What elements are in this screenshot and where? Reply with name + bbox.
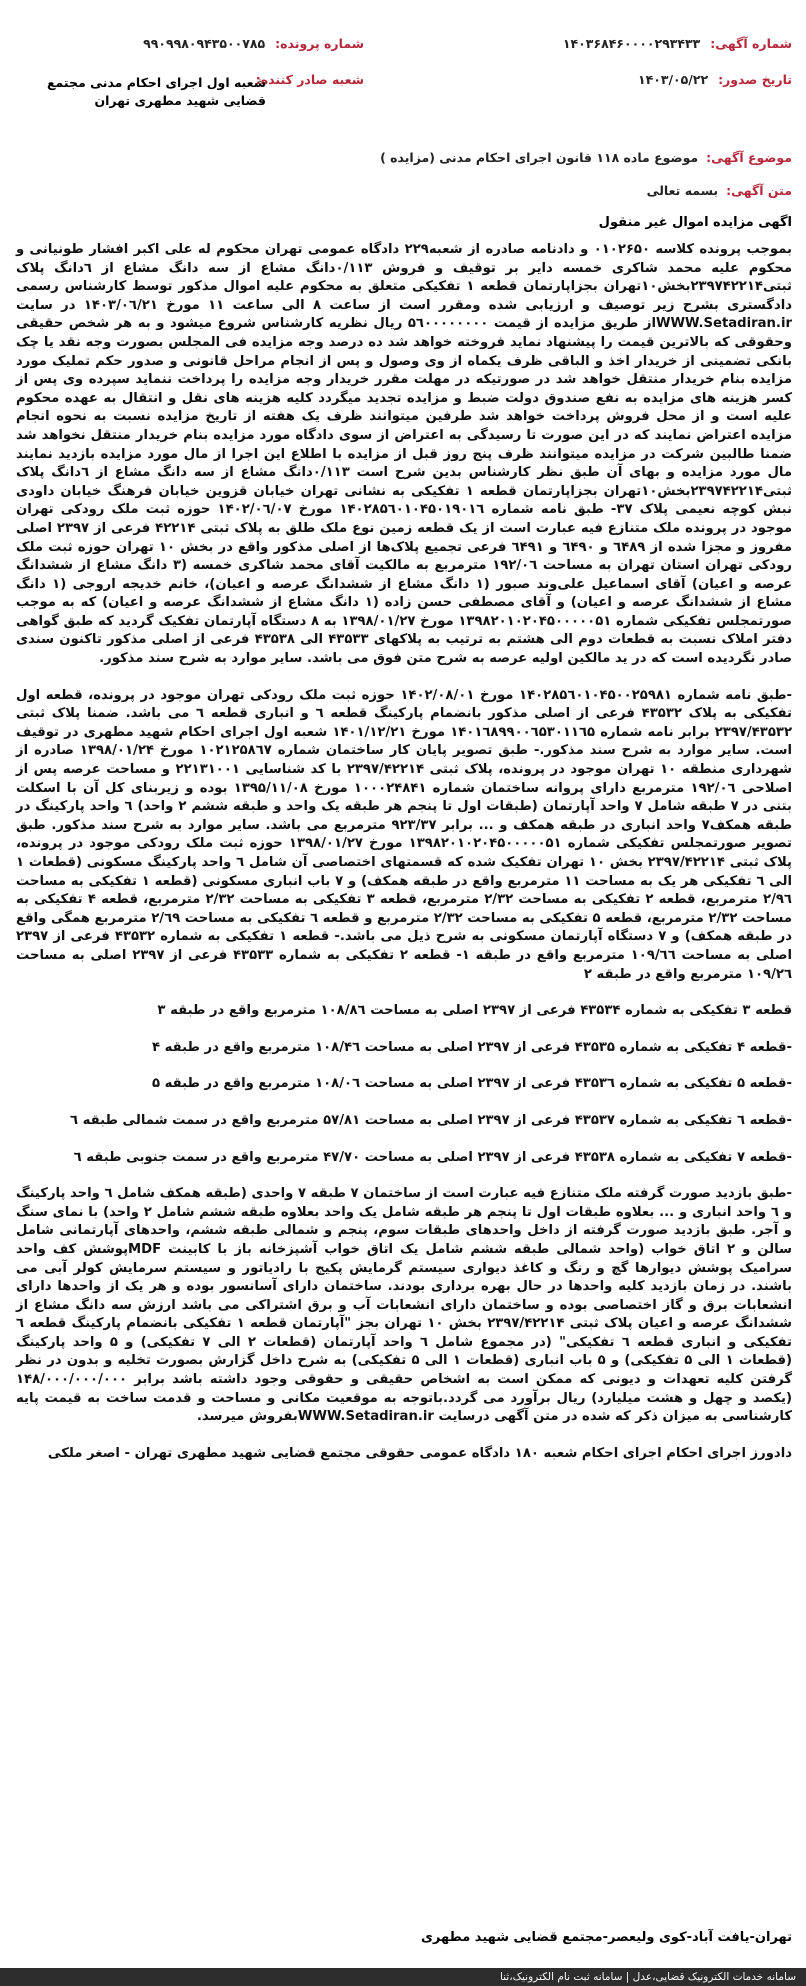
unit-line-4: -قطعه ۴ تفکیکی به شماره ۴۳۵۳۵ فرعی از ۲۳۹۷ اصلی به مساحت ۱۰۸/۴٦ مترمربع واقع در طبقه ۴	[151, 1039, 792, 1055]
unit-line-6: -قطعه ٦ تفکیکی به شماره ۴۳۵۳۷ فرعی از ۲۳۹۷ اصلی به مساحت ۵۷/۸۱ مترمربع واقع در سمت شمالی طبقه ٦	[69, 1112, 792, 1128]
paragraph-gap	[16, 1427, 792, 1445]
unit-line-5: -قطعه ۵ تفکیکی به شماره ۴۳۵۳٦ فرعی از ۲۳۹۷ اصلی به مساحت ۱۰۸/۰٦ مترمربع واقع در طبقه ۵	[151, 1076, 792, 1092]
case-number-row	[143, 36, 364, 52]
notice-title: اگهی مزایده اموال غیر منقول	[598, 215, 792, 230]
paragraph-gap	[16, 1057, 792, 1075]
paragraph-gap	[16, 1094, 792, 1112]
issuer-label: شعبه صادر کننده:	[255, 72, 364, 87]
ad-number-value: ۱۴۰۳۶۸۴۶۰۰۰۰۲۹۳۴۳۳	[562, 36, 701, 51]
ad-number-label: شماره آگهی:	[710, 36, 792, 51]
paragraph-gap	[16, 984, 792, 1002]
issue-date-value: ۱۴۰۳/۰۵/۲۲	[637, 72, 709, 87]
unit-line-3: قطعه ۳ تفکیکی به شماره ۴۳۵۳۴ فرعی از ۲۳۹۷ اصلی به مساحت ۱۰۸/۸٦ مترمربع واقع در طبقه ۳	[157, 1003, 792, 1019]
body-paragraph-2: -طبق نامه شماره ۱۴۰۲۸۵٦۰۱۰۴۵۰۰۲۵۹۸۱ مورخ ۱۴۰۲/۰۸/۰۱ حوزه ثبت ملک رودکی تهران موجود در پرونده، قطعه اول تفکیکی به پلاک ۴۳۵۳۲ فرعی از اصلی مذکور بانضمام پارکینگ قطعه ٦ و انباری قطعه ٦ می باشد. ضمنا پلاک ثبتی ۲۳۹۷/۴۳۵۳۲ برابر نامه شماره ۱۴۰۱٦۸۹۹۰۰٦۵۳۰۱۱٦۵ مورخ ۱۴۰۱/۱۲/۲۱ شعبه اول اجرای احکام شهید مطهری در توقیف است. سایر موارد به شرح سند مذکور.- طبق تصویر پایان کار ساختمان شماره ۱۰۲۱۲۵۸٦۷ مورخ ۱۳۹۸/۰۱/۲۴ صادره از شهرداری منطقه ۱۰ تهران موجود در پرونده، پلاک ثبتی ۲۳۹۷/۴۲۲۱۴ با کد شناسایی ۲۲۱۳۱۰۰۱ و مساحت عرصه پس از اصلاحی ۱۹۲/۰٦ مترمربع دارای پروانه ساختمان شماره ۱۰۰۰۲۴۸۴۱ مورخ ۱۳۹۵/۱۱/۰۸ بوده و زیربنای کل آن با اسکلت بتنی در ۷ طبقه شامل ۷ واحد آپارتمان (طبقات اول تا پنجم هر طبقه یک واحد و طبقه ششم ۲ واحد) ٦ واحد پارکینگ در طبقه همکف۷ واحد انباری در طبقه همکف و ... برابر ۹۲۳/۳۷ مترمربع می باشد. سایر موارد به شرح سند مذکور. طبق تصویر صورتمجلس تفکیکی شماره ۱۳۹۸۲۰۱۰۲۰۴۵۰۰۰۰۰۵۱ مورخ ۱۳۹۸/۰۱/۲۷ حوزه ثبت ملک رودکی موجود در پرونده، پلاک ثبتی ۲۳۹۷/۴۲۲۱۴ بخش ۱۰ تهران تفکیک شده که قسمتهای اختصاصی آن شامل ٦ واحد پارکینگ مسکونی (قطعات ۱ الی ٦ تفکیکی هر یک به مساحت ۱۱ مترمربع واقع در طبقه همکف) و ۷ باب انباری مسکونی (قطعه ۱ تفکیکی به مساحت ۲/۹٦ مترمربع، قطعه ۲ تفکیکی به مساحت ۲/۳۲ مترمربع، قطعه ۳ تفکیکی به مساحت ۲/۳۲ مترمربع، قطعه ۴ تفکیکی به مساحت ۲/۳۲ مترمربع، قطعه ۵ تفکیکی به مساحت ۲/۳۲ مترمربع و قطعه ٦ تفکیکی به مساحت ۲/٦۹ مترمربع همگی واقع در طبقه همکف) و ۷ دستگاه آپارتمان مسکونی به شرح ذیل می باشد.- قطعه ۱ تفکیکی به شماره ۴۳۵۳۲ فرعی از ۲۳۹۷ اصلی به مساحت ۱۰۹/٦٦ مترمربع واقع در طبقه ۱- قطعه ۲ تفکیکی به شماره ۴۳۵۳۳ فرعی از ۲۳۹۷ اصلی به مساحت ۱۰۹/۲٦ مترمربع واقع در طبقه ۲	[16, 687, 793, 982]
footer-address: تهران-یافت آباد-کوی ولیعصر-مجتمع قضایی شهید مطهری	[420, 1930, 792, 1945]
issue-date-row	[638, 72, 792, 88]
issue-date-label: تاریخ صدور:	[718, 72, 792, 87]
subject-label: موضوع آگهی:	[706, 150, 792, 165]
body-paragraph-3: -طبق بازدید صورت گرفته ملک متنازع فیه عبارت است از ساختمان ۷ طبقه ۷ واحدی (طبقه همکف شامل ٦ واحد پارکینگ و ٦ واحد انباری و ... بعلاوه طبقات اول تا پنجم هر طبقه شامل یک واحد بعلاوه طبقه ششم شامل ۲ واحد) با نمای سنگ و آجر. طبق بازدید صورت گرفته از داخل واحدهای طبقات سوم، پنجم و شمالی طبقه ششم، واحدهای آپارتمانی شامل سالن و ۲ اتاق خواب (واحد شمالی طبقه ششم شامل یک اتاق خواب آشپزخانه باز با کابینت MDFپوشش کف واحد سرامیک پوشش دیوارها گچ و رنگ و کاغذ دیواری سیستم گرمایش پکیج با رادیاتور و سیستم سرمایش کولر آبی می باشند. در زمان بازدید کلیه واحدها در حال بهره برداری بودند. ساختمان دارای آسانسور بوده و هر یک از واحدها دارای انشعابات برق و گاز اختصاصی بوده و ساختمان دارای انشعابات آب و برق اشتراکی می باشد ارزش سه دانگ مشاع از ششدانگ عرصه و اعیان پلاک ثبتی ۲۳۹۷/۴۲۲۱۴ بخش ۱۰ تهران بجز "آپارتمان قطعه ۱ تفکیکی بانضمام پارکینگ قطعه ٦ تفکیکی و انباری قطعه ٦ تفکیکی" (در مجموع شامل ٦ واحد آپارتمان (قطعات ۲ الی ۷ تفکیکی) و ۵ واحد پارکینگ (قطعات ۱ الی ۵ تفکیکی) و ۵ باب انباری (قطعات ۱ الی ۵ تفکیکی) به شرح داخل گزارش بصورت تخلیه و بدون در نظر گرفتن کلیه تعهدات و دیونی که ممکن است به اشخاص حقیقی و حقوقی وجود داشته باشد برابر ۱۴۸/۰۰۰/۰۰۰/۰۰۰ (یکصد و چهل و هشت میلیارد) ریال برآورد می گردد.باتوجه به موقعیت مکانی و مساحت و قدمت ساخت به قیمت پایه کارشناسی به میزان ذکر که شده در متن آگهی درسایت WWW.Setadiran.irبفروش میرسد.	[16, 1186, 793, 1425]
body-paragraph-4: دادورز اجرای احکام اجرای احکام شعبه ۱۸۰ دادگاه عمومی حقوقی مجتمع قضایی شهید مطهری تهران - اصغر ملکی	[47, 1445, 792, 1461]
paragraph-gap	[16, 1021, 792, 1039]
case-number-label: شماره پرونده:	[275, 36, 364, 51]
notice-body	[16, 241, 792, 1463]
paragraph-gap	[16, 669, 792, 687]
text-value: بسمه تعالی	[646, 183, 719, 198]
text-label: متن آگهی:	[726, 183, 792, 198]
paragraph-gap	[16, 1167, 792, 1185]
text-row	[647, 183, 792, 199]
ad-number-row	[563, 36, 792, 52]
issuer-value: شعبه اول اجرای احکام مدنی مجتمع قضایی شهید مطهری تهران	[47, 75, 266, 108]
body-paragraph-1: بموجب پرونده کلاسه ۰۱۰۲۶۵۰ و دادنامه صادره از شعبه۲۲۹ دادگاه عمومی تهران محکوم له علی اکبر افشار طونیانی و محکوم علیه محمد شاکری خمسه دایر بر توقیف و فروش ۰/۱۱۳دانگ مشاع از سه دانگ مشاع از ٦دانگ پلاک ثبتی۲۳۹۷۴۲۲۱۴بخش۱۰تهران بجزاپارتمان قطعه ۱ تفکیکی متعلق به محکوم علیه اموال مذکور توسط کارشناس رسمی دادگستری بشرح زیر توصیف و ارزیابی شده ومقرر است از ساعت ۸ الی ساعت ۱۱ مورخ ۱۴۰۳/۰٦/۲۱ در سایت WWW.Setadiran.irاز طریق مزایده از قیمت ۵٦۰۰۰۰۰۰۰۰ ریال نظریه کارشناس شروع میشود و به هر شخص حقیقی وحقوقی که بالاترین قیمت را پیشنهاد نماید فروخته خواهد شد ده درصد وجه مزایده فی المجلس بصورت وجه نقد یا چک بانکی تضمینی از خریدار اخذ و الباقی ظرف یکماه از وی وصول و پس از انجام مراحل قانونی و صدور حکم تملیک مورد مزایده بنام خریدار منتقل خواهد شد در صورتیکه در مهلت مقرر خریدار وجه مزایده را پرداخت ننماید سپرده وی پس از کسر هزینه های مزایده به نفع صندوق دولت ضبط و مزایده تجدید میگردد کلیه هزینه های نقل و انتقال به عهده محکوم علیه است و از محل فروش پرداخت خواهد شد طرفین میتوانند ظرف یک هفته از تاریخ مزایده نسبت به نحوه انجام مزایده اعتراض نمایند که در این صورت تا رسیدگی به اعتراض از سوی دادگاه مورد مزایده بنام خریدار منتقل نخواهد شد ضمنا طالبین شرکت در مزایده میتوانند ظرف پنج روز قبل از مزایده با اطلاع این اجرا از مال مورد مزایده بازدید نمایند مال مورد مزایده و بهای آن طبق نظر کارشناس بدین شرح است ۰/۱۱۳دانگ مشاع از سه دانگ مشاع از ٦دانگ پلاک ثبتی۲۳۹۷۴۲۲۱۴بخش۱۰تهران بجزاپارتمان قطعه ۱ تفکیکی به نشانی تهران خیابان قزوین خیابان فرهنگ خیابان داودی نبش کوچه نعیمی پلاک ۳۷- طبق نامه شماره ۱۴۰۲۸۵٦۰۱۰۴۵۰۱۹۰۱٦ مورخ ۱۴۰۲/۰٦/۰۷ حوزه ثبت ملک رودکی تهران موجود در پرونده ملک متنازع فیه عبارت است از یک قطعه زمین نوع ملک طلق به پلاک ثبتی ۴۲۲۱۴ فرعی از ۲۳۹۷ اصلی مفروز و مجزا شده از ٦۴۸۹ و ٦۴۹۰ و ٦۴۹۱ فرعی تجمیع پلاک‌ها از اصلی مذکور واقع در بخش ۱۰ تهران حوزه ثبت ملک رودکی تهران استان تهران به مساحت ۱۹۲/۰٦ مترمربع به مالکیت آقای محمد شاکری خمسه (۳ دانگ مشاع از ششدانگ عرصه و اعیان) آقای اسماعیل علی‌وند صبور (۱ دانگ مشاع از ششدانگ عرصه و اعیان)، خانم خدیجه اروجی (۱ دانگ مشاع از ششدانگ عرصه و اعیان) و آقای مصطفی حسن زاده (۱ دانگ مشاع از ششدانگ عرصه و اعیان) که به موجب صورتمجلس تفکیکی شماره ۱۳۹۸۲۰۱۰۲۰۴۵۰۰۰۰۰۵۱ مورخ ۱۳۹۸/۰۱/۲۷ به ۸ دستگاه آپارتمان تفکیک گردید که طبق گواهی دفتر املاک نسبت به قطعات دوم الی هشتم به ترتیب به پلاکهای ۴۳۵۳۳ الی ۴۳۵۳۸ فرعی از اصلی مذکور تاکنون سندی صادر نگردیده است که در ید مالکین اولیه عرصه به شرح متن فوق می باشد. سایر موارد به شرح سند مذکور.	[16, 242, 793, 667]
subject-row	[380, 150, 792, 166]
subject-value: موضوع ماده ۱۱۸ قانون اجرای احکام مدنی (مزایده )	[380, 150, 699, 165]
bottom-bar: سامانه خدمات الکترونیک قضایی،عدل | سامانه ثبت نام الکترونیک،ثنا	[0, 1968, 806, 1986]
unit-line-7: -قطعه ۷ تفکیکی به شماره ۴۳۵۳۸ فرعی از ۲۳۹۷ اصلی به مساحت ۴۷/۷۰ مترمربع واقع در سمت جنوبی طبقه ٦	[73, 1149, 792, 1165]
case-number-value: ۹۹۰۹۹۸۰۹۴۳۵۰۰۷۸۵	[143, 36, 266, 51]
paragraph-gap	[16, 1131, 792, 1149]
issuer-label-row	[250, 72, 364, 88]
